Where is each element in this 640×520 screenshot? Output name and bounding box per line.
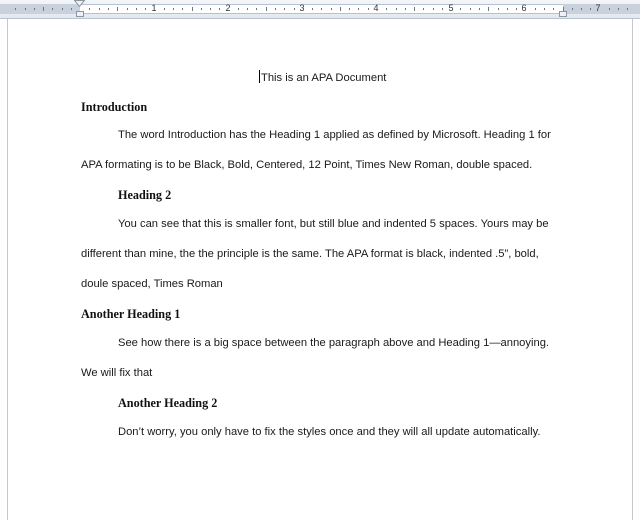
ruler-tick (173, 8, 174, 10)
heading-another-heading-1[interactable]: Another Heading 1 (81, 307, 181, 321)
paragraph-2-line-1[interactable]: You can see that this is smaller font, but still blue and indented 5 spaces. Yours may be (118, 218, 549, 230)
ruler-tick (423, 8, 424, 10)
ruler-tick (414, 7, 415, 11)
ruler-tick (266, 7, 267, 11)
ruler-tick (238, 8, 239, 10)
heading-2[interactable]: Heading 2 (118, 188, 172, 202)
page-right-edge (632, 19, 633, 520)
ruler-tick (386, 8, 387, 10)
ruler-tick (544, 8, 545, 10)
paragraph-1-line-2[interactable]: APA formating is to be Black, Bold, Centered, 12 Point, Times New Roman, double spaced. (81, 159, 533, 171)
ruler-tick (219, 8, 220, 10)
page-left-edge (7, 19, 8, 520)
ruler-tick (507, 8, 508, 10)
ruler-tick (470, 8, 471, 10)
ruler-tick (164, 8, 165, 10)
ruler-tick (312, 8, 313, 10)
ruler-tick (358, 8, 359, 10)
ruler-tick (247, 8, 248, 10)
ruler-tick (368, 8, 369, 10)
right-indent-marker[interactable] (559, 11, 567, 17)
ruler-tick (553, 8, 554, 10)
ruler-tick (618, 8, 619, 10)
ruler-tick (210, 8, 211, 10)
document-title-text: This is an APA Document (261, 72, 387, 84)
ruler-tick (275, 8, 276, 10)
left-indent-marker[interactable] (76, 11, 84, 17)
first-line-indent-marker[interactable] (74, 0, 85, 7)
ruler-tick (535, 8, 536, 10)
ruler-tick (498, 8, 499, 10)
ruler-number-5: 5 (448, 3, 454, 13)
ruler-tick (627, 8, 628, 10)
ruler-tick (349, 8, 350, 10)
ruler-tick (43, 7, 44, 11)
paragraph-3-line-2[interactable]: We will fix that (81, 367, 153, 379)
document-page[interactable] (0, 19, 640, 520)
ruler-tick (145, 8, 146, 10)
ruler-number-2: 2 (225, 3, 231, 13)
ruler-tick (321, 8, 322, 10)
paragraph-2-line-3[interactable]: doule spaced, Times Roman (81, 278, 223, 290)
ruler-tick (201, 8, 202, 10)
ruler-tick (609, 8, 610, 10)
ruler-tick (127, 8, 128, 10)
ruler-tick (396, 8, 397, 10)
ruler-number-3: 3 (299, 3, 305, 13)
ruler-number-1: 1 (151, 3, 157, 13)
ruler-tick (62, 8, 63, 10)
ruler-tick (284, 8, 285, 10)
heading-another-heading-2[interactable]: Another Heading 2 (118, 396, 218, 410)
ruler-tick (442, 8, 443, 10)
ruler-tick (117, 7, 118, 11)
horizontal-ruler[interactable] (0, 0, 640, 19)
ruler-tick (340, 7, 341, 11)
paragraph-4-line-1[interactable]: Don’t worry, you only have to fix the styles once and they will all update automatically. (118, 426, 541, 438)
ruler-tick (433, 8, 434, 10)
ruler-tick (192, 7, 193, 11)
ruler-tick (405, 8, 406, 10)
ruler-tick (256, 8, 257, 10)
ruler-tick (590, 8, 591, 10)
ruler-tick (15, 8, 16, 10)
ruler-tick (182, 8, 183, 10)
ruler-tick (71, 8, 72, 10)
ruler-tick (572, 8, 573, 10)
ruler-tick (488, 7, 489, 11)
ruler-left-margin (0, 4, 80, 14)
ruler-tick (25, 8, 26, 10)
ruler-tick (34, 8, 35, 10)
ruler-right-margin (563, 4, 640, 14)
ruler-number-6: 6 (521, 3, 527, 13)
ruler-tick (294, 8, 295, 10)
ruler-tick (52, 8, 53, 10)
document-title[interactable] (259, 70, 386, 85)
ruler-tick (581, 8, 582, 10)
ruler-tick (516, 8, 517, 10)
paragraph-1-line-1[interactable]: The word Introduction has the Heading 1 applied as defined by Microsoft. Heading 1 for (118, 129, 551, 141)
ruler-tick (108, 8, 109, 10)
ruler-tick (89, 8, 90, 10)
ruler-tick (136, 8, 137, 10)
text-cursor (259, 70, 260, 83)
paragraph-3-line-1[interactable]: See how there is a big space between the paragraph above and Heading 1—annoying. (118, 337, 550, 349)
ruler-tick (479, 8, 480, 10)
ruler-number-4: 4 (373, 3, 379, 13)
paragraph-2-line-2[interactable]: different than mine, the the principle is the same. The APA format is black, indented .5”, bold, (81, 248, 539, 260)
ruler-tick (331, 8, 332, 10)
ruler-tick (460, 8, 461, 10)
heading-introduction[interactable]: Introduction (81, 100, 148, 114)
ruler-tick (99, 8, 100, 10)
ruler-number-7: 7 (595, 3, 601, 13)
